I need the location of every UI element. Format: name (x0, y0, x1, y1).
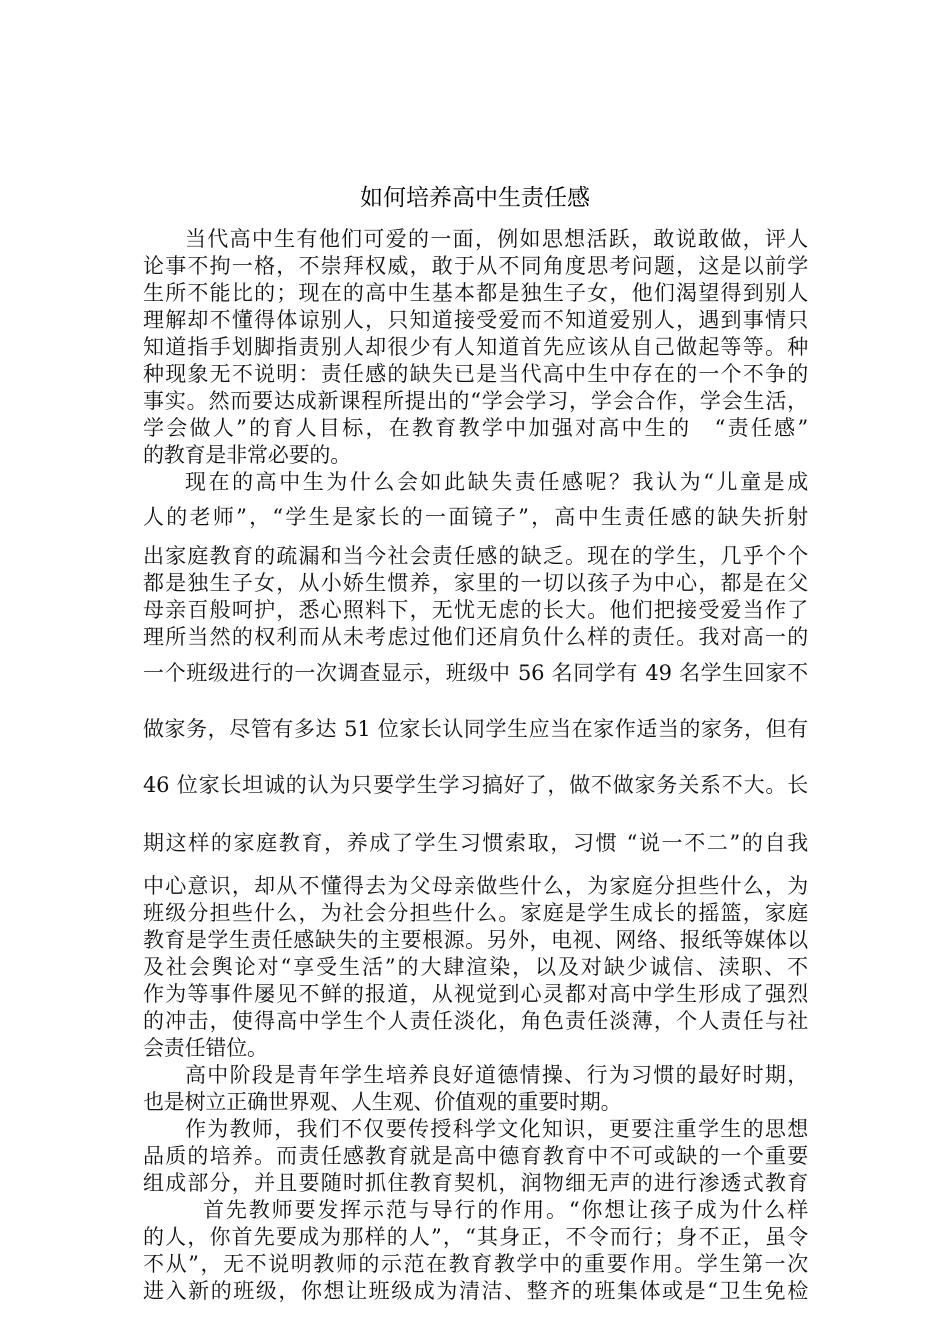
text-line: 都是独生子女，从小娇生惯养，家里的一切以孩子为中心，都是在父 (143, 571, 808, 595)
text-line: 理所当然的权利而从未考虑过他们还肩负什么样的责任。我对高一的 (143, 625, 808, 649)
text-line: 的人，你首先要成为那样的人”，“其身正，不令而行；身不正，虽令 (143, 1225, 808, 1249)
text-line: 也是树立正确世界观、人生观、价值观的重要时期。 (143, 1090, 622, 1114)
text-line: 及社会舆论对“享受生活”的大肆渲染，以及对缺少诚信、渎职、不 (143, 955, 808, 979)
text-line: 进入新的班级，你想让班级成为清洁、整齐的班集体或是“卫生免检 (143, 1279, 808, 1303)
text-line: 生所不能比的；现在的高中生基本都是独生子女，他们渴望得到别人 (143, 281, 808, 305)
text-line: 作为等事件屡见不鲜的报道，从视觉到心灵都对高中学生形成了强烈 (143, 982, 808, 1006)
text-line: 的教育是非常必要的。 (143, 443, 351, 467)
text-line: 一个班级进行的一次调查显示，班级中 56 名同学有 49 名学生回家不 (143, 661, 808, 685)
text-line: 班级分担些什么，为社会分担些什么。家庭是学生成长的摇篮，家庭 (143, 901, 808, 925)
text-line: 母亲百般呵护，悉心照料下，无忧无虑的长大。他们把接受爱当作了 (143, 598, 808, 622)
text-line: 种现象无不说明：责任感的缺失已是当代高中生中存在的一个不争的 (143, 362, 808, 386)
text-line: 出家庭教育的疏漏和当今社会责任感的缺乏。现在的学生，几乎个个 (143, 544, 808, 568)
text-line: 高中阶段是青年学生培养良好道德情操、行为习惯的最好时期， (185, 1063, 808, 1087)
text-line: 46 位家长坦诚的认为只要学生学习搞好了，做不做家务关系不大。长 (143, 773, 808, 797)
text-line: 组成部分，并且要随时抓住教育契机，润物细无声的进行渗透式教育 (143, 1171, 808, 1195)
text-line: 中心意识，却从不懂得去为父母亲做些什么，为家庭分担些什么，为 (143, 874, 808, 898)
text-line: 的冲击，使得高中学生个人责任淡化，角色责任淡薄，个人责任与社 (143, 1009, 808, 1033)
text-line: 知道指手划脚指责别人却很少有人知道首先应该从自己做起等等。种 (143, 335, 808, 359)
text-line: 首先教师要发挥示范与导行的作用。“你想让孩子成为什么样 (203, 1198, 808, 1222)
text-line: 理解却不懂得体谅别人，只知道接受爱而不知道爱别人，遇到事情只 (143, 308, 808, 332)
text-line: 论事不拘一格，不崇拜权威，敢于从不同角度思考问题，这是以前学 (143, 254, 808, 278)
text-line: 作为教师，我们不仅要传授科学文化知识，更要注重学生的思想 (185, 1117, 808, 1141)
text-line: 做家务，尽管有多达 51 位家长认同学生应当在家作适当的家务，但有 (143, 717, 808, 741)
text-line: 人的老师”，“学生是家长的一面镜子”，高中生责任感的缺失折射 (143, 505, 808, 529)
text-line: 学会做人”的育人目标，在教育教学中加强对高中生的 “责任感” (143, 416, 808, 440)
text-line: 事实。然而要达成新课程所提出的“学会学习，学会合作，学会生活， (143, 389, 808, 413)
text-line: 会责任错位。 (143, 1036, 268, 1060)
text-line: 品质的培养。而责任感教育就是高中德育教育中不可或缺的一个重要 (143, 1144, 808, 1168)
text-line: 当代高中生有他们可爱的一面，例如思想活跃，敢说敢做，评人 (185, 227, 808, 251)
document-title: 如何培养高中生责任感 (360, 185, 590, 211)
text-line: 现在的高中生为什么会如此缺失责任感呢？我认为“儿童是成 (185, 470, 808, 494)
text-line: 不从”，无不说明教师的示范在教育教学中的重要作用。学生第一次 (143, 1252, 808, 1276)
text-line: 教育是学生责任感缺失的主要根源。另外，电视、网络、报纸等媒体以 (143, 928, 808, 952)
text-line: 期这样的家庭教育，养成了学生习惯索取，习惯 “说一不二”的自我 (143, 831, 808, 855)
